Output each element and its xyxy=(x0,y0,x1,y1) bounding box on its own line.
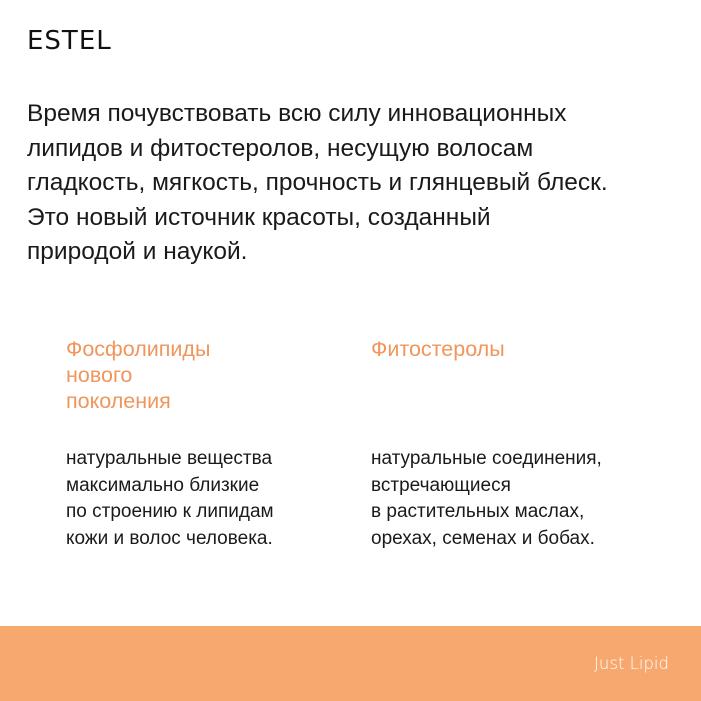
column-text-line: натуральные вещества xyxy=(66,448,273,469)
column-title-line: нового xyxy=(66,363,133,387)
column-text-line: встречающиеся xyxy=(371,474,511,496)
column-title-line: Фитостеролы xyxy=(371,337,505,361)
intro-line: гладкость, мягкость, прочность и глянцевый блеск. xyxy=(27,169,608,196)
footer-band xyxy=(0,626,701,701)
intro-paragraph xyxy=(27,97,687,270)
column-title-line: Фосфолипиды xyxy=(66,337,211,361)
footer-product-label: Just Lipid xyxy=(594,654,669,673)
column-text-line: кожи и волос человека. xyxy=(66,527,273,549)
column-text-line: натуральные соединения, xyxy=(371,448,602,469)
column-description xyxy=(371,446,602,552)
column-text-line: по строению к липидам xyxy=(66,501,274,522)
column-title-line: поколения xyxy=(66,389,171,413)
column-text-line: орехах, семенах и бобах. xyxy=(371,527,595,549)
intro-line: липидов и фитостеролов, несущую волосам xyxy=(27,134,534,162)
intro-line: природой и наукой. xyxy=(27,238,248,265)
brand-logo: ESTEL xyxy=(27,26,112,56)
column-description xyxy=(66,446,274,552)
intro-line: Это новый источник красоты, созданный xyxy=(27,203,491,231)
column-phospholipids xyxy=(66,336,366,549)
column-phytosterols xyxy=(371,336,671,549)
column-title xyxy=(371,336,671,362)
column-text-line: максимально близкие xyxy=(66,474,260,496)
column-text-line: в растительных маслах, xyxy=(371,501,585,522)
intro-line: Время почувствовать всю силу инновационных xyxy=(27,100,567,127)
column-title xyxy=(66,336,366,414)
